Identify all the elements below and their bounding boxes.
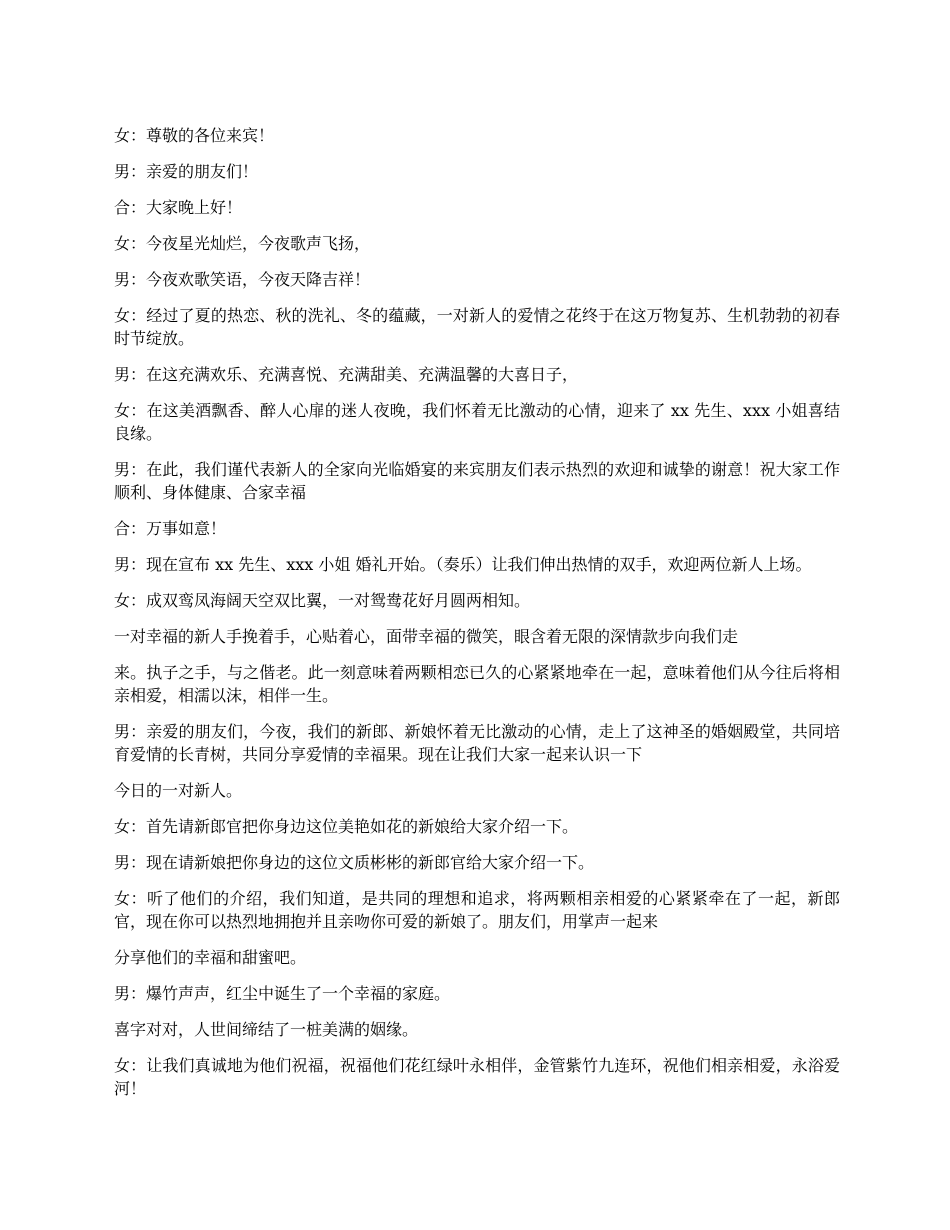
- paragraph: 来。执子之手，与之偕老。此一刻意味着两颗相恋已久的心紧紧地牵在一起，意味着他们从今往后将相亲相爱，相濡以沫，相伴一生。: [114, 663, 840, 705]
- paragraph: 女：听了他们的介绍，我们知道，是共同的理想和追求，将两颗相亲相爱的心紧紧牵在了一起，新郎官，现在你可以热烈地拥抱并且亲吻你可爱的新娘了。朋友们，用掌声一起来: [114, 889, 840, 931]
- paragraph: 男：现在请新娘把你身边的这位文质彬彬的新郎官给大家介绍一下。: [114, 853, 595, 872]
- paragraph: 女：首先请新郎官把你身边这位美艳如花的新娘给大家介绍一下。: [114, 817, 579, 836]
- paragraph: 男：亲爱的朋友们，今夜，我们的新郎、新娘怀着无比激动的心情，走上了这神圣的婚姻殿堂，共同培育爱情的长青树，共同分享爱情的幸福果。现在让我们大家一起来认识一下: [114, 722, 840, 764]
- paragraph: 男：现在宣布 xx 先生、xxx 小姐 婚礼开始。（奏乐）让我们伸出热情的双手，欢迎两位新人上场。: [114, 555, 812, 574]
- paragraph: 女：今夜星光灿烂，今夜歌声飞扬，: [114, 234, 371, 253]
- paragraph: 女：尊敬的各位来宾！: [114, 126, 275, 145]
- paragraph: 今日的一对新人。: [114, 781, 243, 800]
- paragraph: 合：万事如意！: [114, 519, 227, 538]
- paragraph: 男：亲爱的朋友们！: [114, 162, 259, 181]
- paragraph: 女：在这美酒飘香、醉人心扉的迷人夜晚，我们怀着无比激动的心情，迎来了 xx 先生、xxx 小姐喜结良缘。: [114, 401, 840, 443]
- paragraph: 女：让我们真诚地为他们祝福，祝福他们花红绿叶永相伴，金管紫竹九连环，祝他们相亲相爱，永浴爱河！: [114, 1056, 840, 1098]
- paragraph: 男：在此，我们谨代表新人的全家向光临婚宴的来宾朋友们表示热烈的欢迎和诚挚的谢意！祝大家工作顺利、身体健康、合家幸福: [114, 460, 840, 502]
- paragraph: 一对幸福的新人手挽着手，心贴着心，面带幸福的微笑，眼含着无限的深情款步向我们走: [114, 627, 739, 646]
- paragraph: 女：成双鸾凤海阔天空双比翼，一对鸳鸯花好月圆两相知。: [114, 591, 531, 610]
- document-body: [114, 124, 840, 1113]
- paragraph: 男：在这充满欢乐、充满喜悦、充满甜美、充满温馨的大喜日子，: [114, 365, 579, 384]
- paragraph: 分享他们的幸福和甜蜜吧。: [114, 948, 307, 967]
- paragraph: 女：经过了夏的热恋、秋的洗礼、冬的蕴藏，一对新人的爱情之花终于在这万物复苏、生机勃勃的初春时节绽放。: [114, 306, 840, 348]
- paragraph: 男：爆竹声声，红尘中诞生了一个幸福的家庭。: [114, 984, 451, 1003]
- paragraph: 喜字对对，人世间缔结了一桩美满的姻缘。: [114, 1020, 419, 1039]
- paragraph: 合：大家晚上好！: [114, 198, 243, 217]
- paragraph: 男：今夜欢歌笑语，今夜天降吉祥！: [114, 270, 371, 289]
